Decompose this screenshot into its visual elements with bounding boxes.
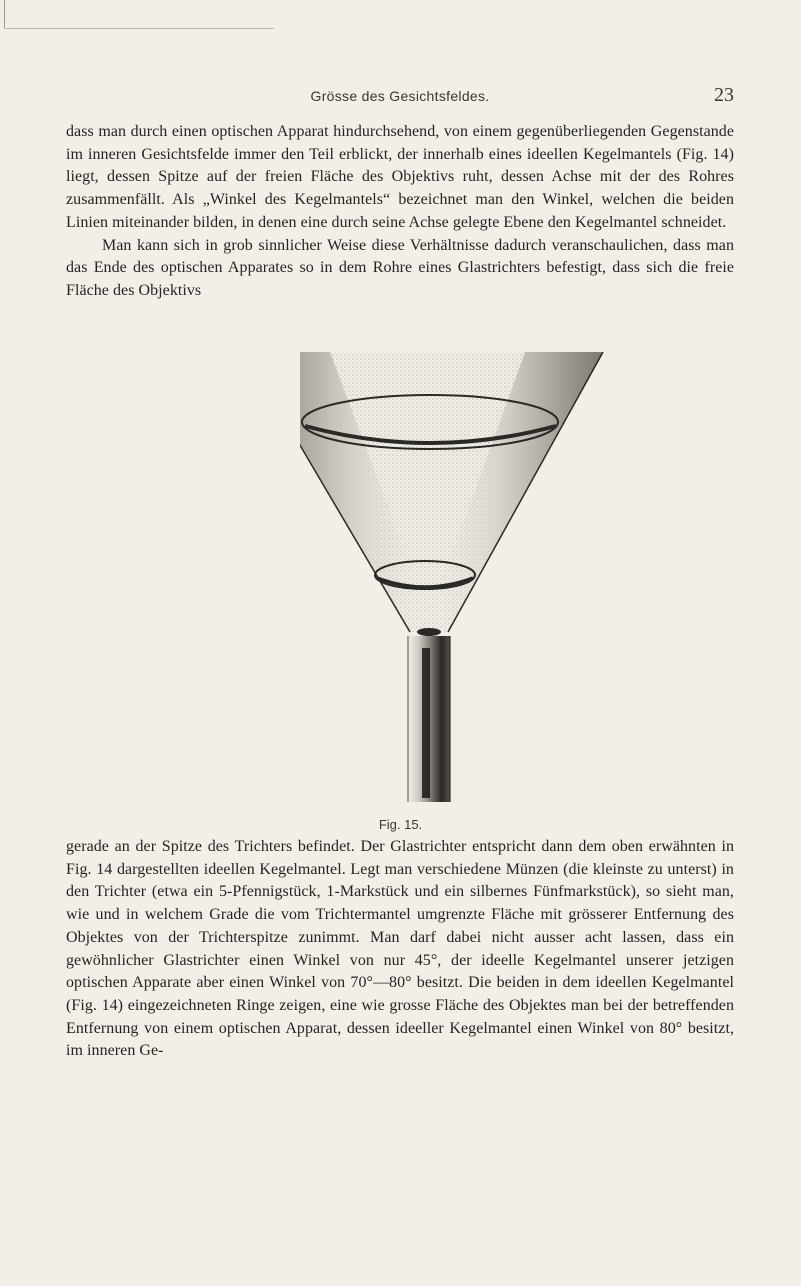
paragraph: gerade an der Spitze des Trichters befindet. Der Glastrichter entspricht dann dem oben erwähnten in Fig. 14 dargestellten ideellen Kegelmantel. Legt man verschiedene Münzen (die kleinste zu unterst) in den Trichter (etwa ein 5-Pfennigstück, 1-Markstück und ein silbernes Fünfmarkstück), so sieht man, wie und in welchem Grade die vom Trichtermantel umgrenzte Fläche mit grösserer Entfernung des Objektes von der Trichterspitze zunimmt. Man darf dabei nicht ausser acht lassen, dass ein gewöhnlicher Glastrichter einen Winkel von nur 45°, der ideelle Kegelmantel unserer jetzigen optischen Apparate aber einen Winkel von 70°—80° besitzt. Die beiden in dem ideellen Kegelmantel (Fig. 14) eingezeichneten Ringe zeigen, eine wie grosse Fläche des Objektes man bei der betreffenden Entfernung von einem optischen Apparat, dessen ideeller Kegelmantel einen Winkel von 80° besitzt, im inneren Ge- — [66, 838, 734, 1060]
paragraph: dass man durch einen optischen Apparat hindurchsehend, von einem gegenüberliegenden Gegenstande im inneren Gesichtsfelde immer den Teil erblickt, der innerhalb eines ideellen Kegelmantels (Fig. 14) liegt, dessen Spitze auf der freien Fläche des Objektivs ruht, dessen Achse mit der des Rohres zusammenfällt. Als „Winkel des Kegelmantels“ bezeichnet man den Winkel, welchen die beiden Linien miteinander bilden, in denen eine durch seine Achse gelegte Ebene den Kegelmantel schneidet. — [66, 123, 734, 231]
text-block-bottom — [66, 836, 734, 1063]
page-header — [66, 84, 734, 108]
scan-edge-line — [4, 28, 274, 29]
scan-edge-line — [4, 0, 5, 28]
running-title: Grösse des Gesichtsfeldes. — [310, 88, 490, 104]
figure-caption: Fig. 15. — [378, 817, 423, 832]
funnel-illustration — [300, 346, 720, 808]
paragraph: Man kann sich in grob sinnlicher Weise diese Verhältnisse dadurch veranschaulichen, dass man das Ende des optischen Apparates so in dem Rohre eines Glastrichters befestigt, dass sich die freie Fläche des Objektivs — [66, 236, 734, 299]
funnel-figure — [300, 346, 720, 808]
text-block-top — [66, 121, 734, 303]
page-number: 23 — [714, 84, 734, 106]
